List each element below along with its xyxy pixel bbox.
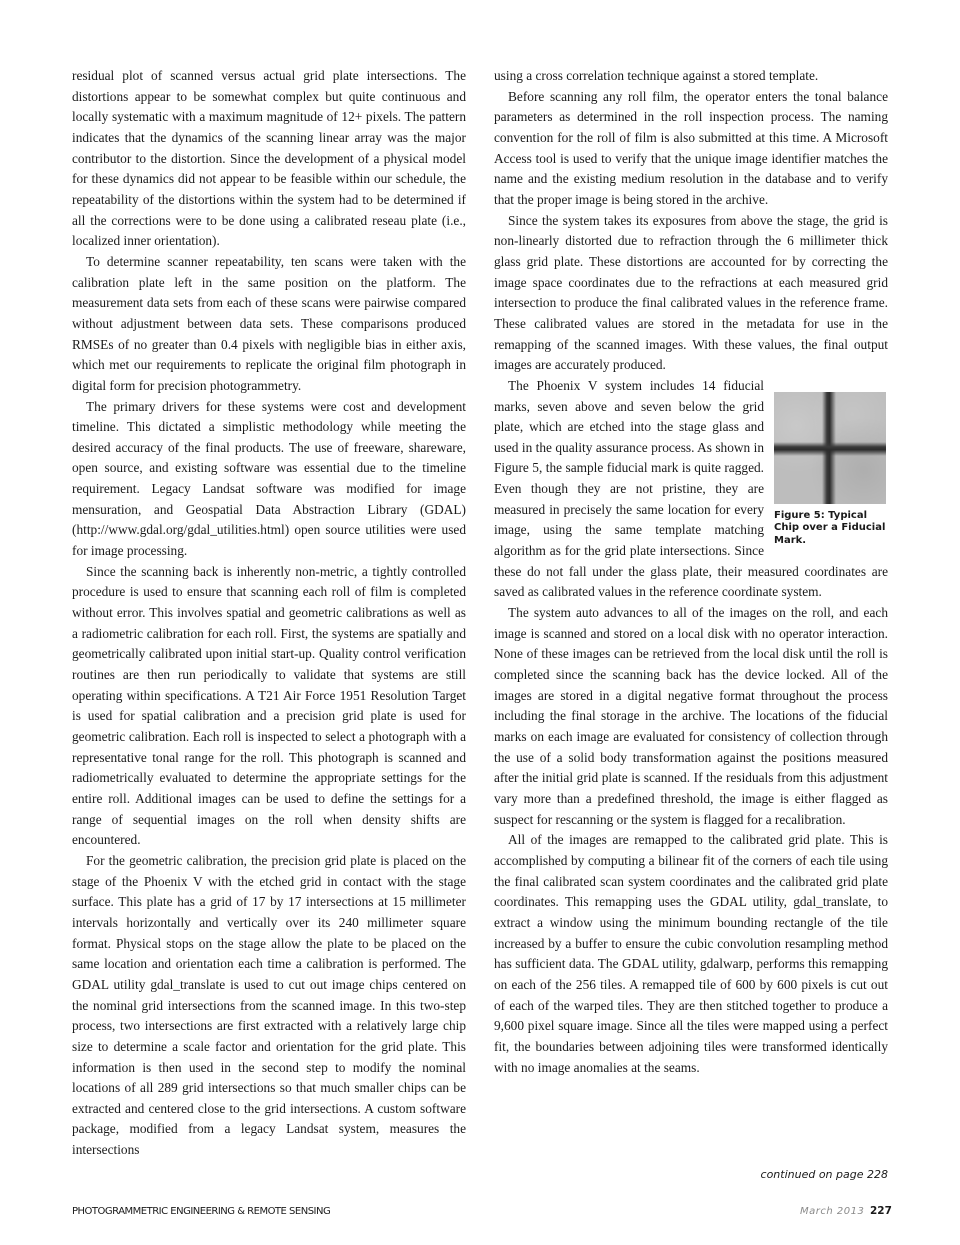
issue-date: March 2013 [800,1206,865,1217]
page-number: 227 [870,1205,892,1217]
fiducial-horizontal-line [774,442,886,456]
fiducial-mark-image [774,392,886,504]
right-paragraph-2: Before scanning any roll film, the operator enters the tonal balance parameters as determined in the roll inspection process. The naming convention for the roll of film is also submitted at this time. A Microsoft Access tool is used to verify that the unique image identifier matches the name and the existing medium resolution in the database and to verify that the proper image is being stored in the archive. [494,88,888,207]
journal-name: PHOTOGRAMMETRIC ENGINEERING & REMOTE SENSING [72,1206,331,1217]
left-paragraph-5: For the geometric calibration, the precision grid plate is placed on the stage of the Phoenix V with the etched grid in contact with the stage surface. This plate has a grid of 17 by 17 intersections at 15 millimeter intervals horizontally and vertically over its 240 millimeter square format. Physical stops on the stage allow the plate to be placed on the same location and orientation each time a calibration is performed. The GDAL utility gdal_translate is used to cut out image chips centered on the nominal grid intersections from the scanned image. In this two-step process, two intersections are first extracted with a relatively large chip size to determine a scale factor and orientation for the grid plate. This information is then used in the second step to modify the nominal locations of all 289 grid intersections so that much smaller chips can be extracted and centered close to the grid intersections. A custom software package, modified from a legacy Landsat system, measures the intersections [72,852,466,1158]
figure-5 [774,392,888,548]
right-paragraph-5: The system auto advances to all of the images on the roll, and each image is scanned and stored on a local disk with no operator interaction. None of these images can be retrieved from the local disk until the roll is completed since the scanning back has the device locked. All of the images are stored in a digital negative format throughout the process including the final storage in the archive. The locations of the fiducial marks on each image are evaluated for consistency of collection through the use of a solid body transformation against the positions measured after the initial grid plate is scanned. If the residuals from this adjustment vary more than a predefined threshold, the image is either flagged as suspect for rescanning or the system is flagged for a recalibration. [494,605,888,827]
left-paragraph-1: residual plot of scanned versus actual grid plate intersections. The distortions appear to be somewhat complex but quite continuous and locally systematic with a maximum magnitude of 12+ pixels. The pattern indicates that the dynamics of the scanning linear array was the major contributor to the distortion. Since the development of a physical model for these dynamics did not appear to be feasible within our schedule, the repeatability of the distortions within the system had to be determined if all the corrections were to be done using a calibrated reseau plate (i.e., localized inner orientation). [72,68,466,249]
right-paragraph-1: using a cross correlation technique against a stored template. [494,68,819,83]
right-paragraph-4: The Phoenix V system includes 14 fiducial marks, seven above and seven below the grid plate, which are etched into the stage glass and used in the quality assurance process. As shown in Figure 5, the sample fiducial mark is quite ragged. Even though they are not pristine, they are measured in precisely the same location for every image, using the same template matching algorithm as for the grid plate intersections. Since these do not fall under the glass plate, their measured coordinates are saved as calibrated values in the reference coordinate system. [494,377,888,600]
right-column [494,66,888,1078]
right-paragraph-3: Since the system takes its exposures from above the stage, the grid is non-linearly distorted due to refraction through the 6 millimeter thick glass grid plate. These distortions are accounted for by correcting the image space coordinates due to the refractions at each measured grid intersection to produce the final calibrated values in the reference frame. These calibrated values are stored in the metadata for use in the remapping of the scanned images. With these values, the final output images are accurately produced. [494,212,888,373]
left-paragraph-2: To determine scanner repeatability, ten scans were taken with the calibration plate left in the same position on the platform. The measurement data sets from each of these scans were pairwise compared without adjustment between data sets. These comparisons produced RMSEs of no greater than 0.4 pixels with negligible bias in either axis, which met our requirements to replicate the original film photograph in digital form for precision photogrammetry. [72,253,466,393]
right-paragraph-6: All of the images are remapped to the calibrated grid plate. This is accomplished by computing a bilinear fit of the corners of each tile using the final calibrated scan system coordinates and the calibrated grid plate coordinates. This remapping uses the GDAL utility, gdal_translate, to extract a window using the minimum bounding rectangle of the tile increased by a buffer to ensure the cubic convolution resampling method has sufficient data. The GDAL utility, gdalwarp, performs this remapping on each of the 256 tiles. A remapped tile of 600 by 600 pixels is cut out of each of the warped tiles. They are then stitched together to produce a 9,600 pixel square image. Since all the tiles were mapped using a perfect fit, the boundaries between adjoining tiles were transformed identically with no image anomalies at the seams. [494,832,888,1075]
left-paragraph-4: Since the scanning back is inherently non-metric, a tightly controlled procedure is used to ensure that scanning each roll of film is completed without error. This involves spatial and geometric calibrations as well as a radiometric calibration for each roll. First, the systems are spatially and geometrically calibrated upon initial start-up. Quality control verification routines are then run periodically to validate that systems are still operating within specifications. A T21 Air Force 1951 Resolution Target is used for spatial calibration and a precision grid plate is used for geometric calibration. Each roll is inspected to select a photograph with a representative tonal range for the roll. This photograph is scanned and radiometrically evaluated to determine the appropriate settings for the entire roll. Additional images can be used to define the settings for a range of sequential images on the roll when density shifts are encountered. [72,563,466,848]
left-column [72,66,466,1161]
figure-caption: Figure 5: Typical Chip over a Fiducial Mark. [774,509,886,546]
continued-note: continued on page 228 [760,1168,888,1181]
left-paragraph-3: The primary drivers for these systems were cost and development timeline. This dictated a simplistic methodology while meeting the desired accuracy of the final products. The use of freeware, shareware, open source, and existing software was essential due to the timeline requirement. Legacy Landsat software was modified for image mensuration, and Geospatial Data Abstraction Library (GDAL) (http://www.gdal.org/gdal_utilities.html) open source utilities were used for image processing. [72,398,466,559]
